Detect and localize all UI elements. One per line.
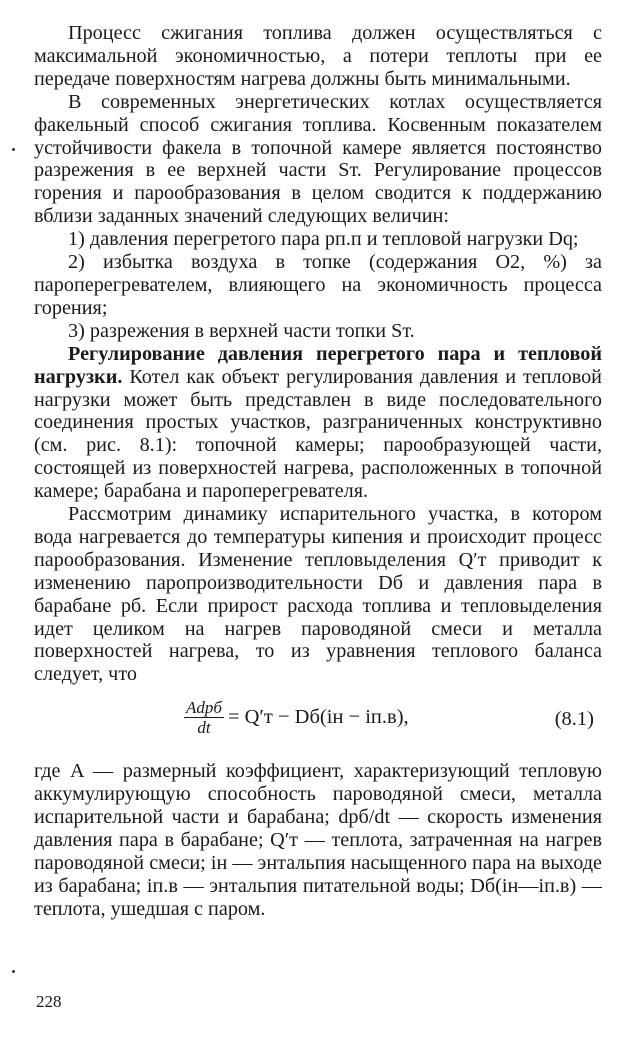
paragraph-3-body: Котел как объект регулирования давления и тепловой нагрузки может быть представлен в виде последовательного соединения простых участков, разграниченных конструктивно (см. рис. 8.1): топочной камеры; парообразующей части, состоящей из поверхностей нагрева, расположенных в топочной камере; барабана и пароперегревателя. bbox=[34, 365, 602, 503]
list-item-1: 1) давления перегретого пара pп.п и тепловой нагрузки Dq; bbox=[68, 228, 579, 251]
paragraph-5: где A — размерный коэффициент, характеризующий тепловую аккумулирующую способность пароводяной смеси, металла испарительной части и барабана; dpб/dt — скорость изменения давления пара в барабане; Q′т — теплота, затраченная на нагрев пароводяной смеси; iн — энтальпия насыщенного пара на выходе из барабана; iп.в — энтальпия питательной воды; Dб(iн—iп.в) — теплота, ушедшая с паром. bbox=[34, 760, 602, 920]
paragraph-2: В современных энергетических котлах осуществляется факельный способ сжигания топлива. Косвенным показателем устойчивости факела в топочной камере является постоянство разрежения в ее верхней части Sт. Регулирование процессов горения и парообразования в целом сводится к поддержанию вблизи заданных значений следующих величин: bbox=[34, 90, 602, 228]
formula-rhs: = Q′т − Dб(iн − iп.в), bbox=[227, 706, 409, 729]
page-body bbox=[34, 22, 602, 921]
paragraph-4: Рассмотрим динамику испарительного участка, в котором вода нагревается до температуры кипения и происходит процесс парообразования. Изменение тепловыделения Q′т приводит к изменению паропроизводительности Dб и давления пара в барабане pб. Если прирост расхода топлива и тепловыделения идет целиком на нагрев пароводяной смеси и металла поверхностей нагрева, то из уравнения теплового баланса следует, что bbox=[34, 503, 602, 686]
fraction-denominator: dt bbox=[197, 718, 211, 738]
page-number: 228 bbox=[36, 992, 62, 1011]
margin-mark bbox=[12, 970, 15, 973]
list-item-2: 2) избытка воздуха в топке (содержания O2, %) за пароперегревателем, влияющего на экономичность процесса горения; bbox=[34, 251, 602, 319]
margin-mark bbox=[12, 148, 15, 151]
equation-8-1 bbox=[34, 694, 602, 754]
fraction bbox=[184, 698, 224, 737]
fraction-numerator: Adpб bbox=[186, 698, 222, 718]
section-heading: Регулирование давления перегретого пара и тепловой нагрузки. bbox=[34, 342, 602, 388]
paragraph-1: Процесс сжигания топлива должен осуществляться с максимальной экономичностью, а потери теплоты при ее передаче поверхностям нагрева должны быть минимальными. bbox=[34, 22, 602, 90]
list-item-3: 3) разрежения в верхней части топки Sт. bbox=[68, 319, 415, 342]
equation-number: (8.1) bbox=[554, 708, 594, 731]
formula bbox=[184, 698, 409, 737]
paragraph-3 bbox=[34, 343, 602, 503]
